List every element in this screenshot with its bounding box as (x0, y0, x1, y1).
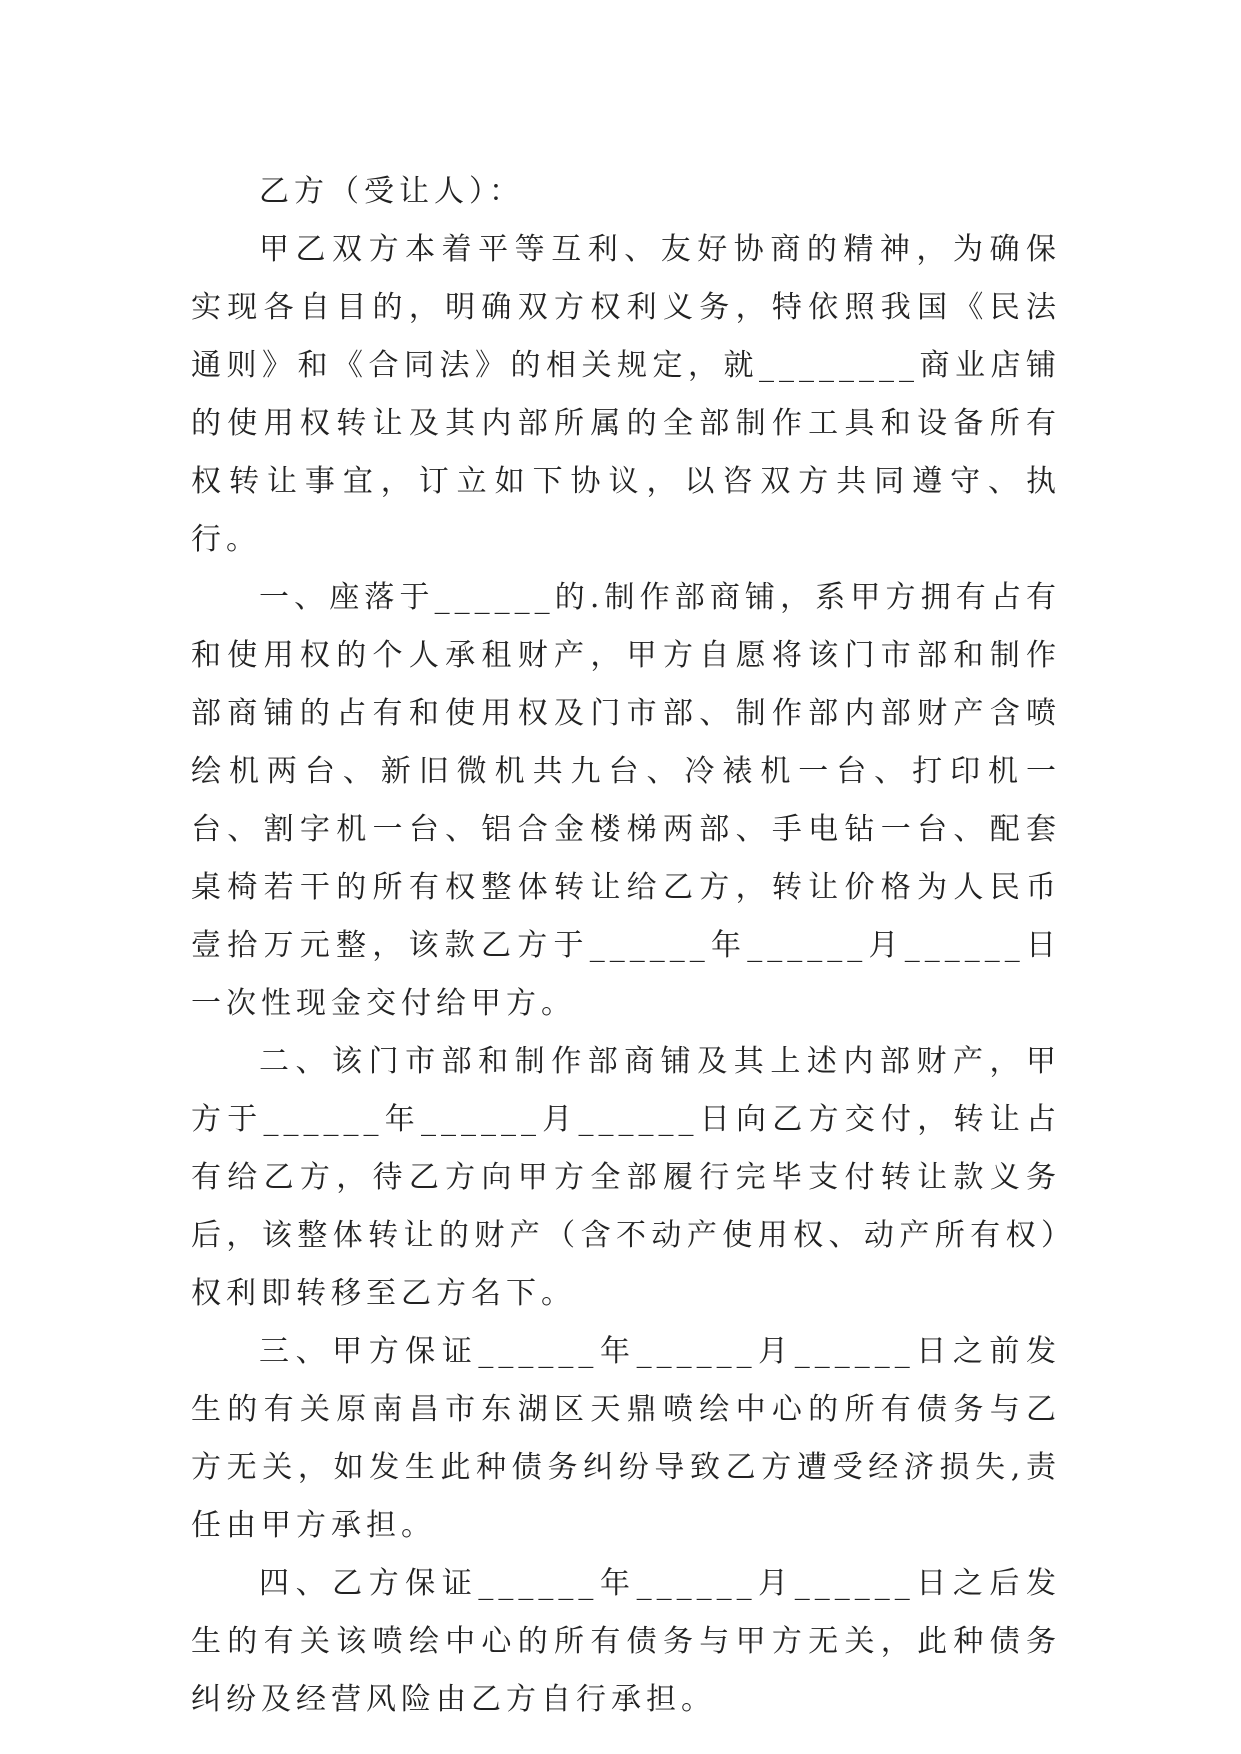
clause-1-paragraph: 一、座落于______的.制作部商铺，系甲方拥有占有和使用权的个人承租财产，甲方自愿将该门市部和制作部商铺的占有和使用权及门市部、制作部内部财产含喷绘机两台、新旧微机共九台、冷裱机一台、打印机一台、割字机一台、铝合金楼梯两部、手电钻一台、配套桌椅若干的所有权整体转让给乙方，转让价格为人民币壹拾万元整，该款乙方于______年______月______日一次性现金交付给甲方。 (191, 580, 1061, 1021)
preamble-paragraph: 甲乙双方本着平等互利、友好协商的精神，为确保实现各自目的，明确双方权利义务，特依照我国《民法通则》和《合同法》的相关规定，就________商业店铺的使用权转让及其内部所属的全部制作工具和设备所有权转让事宜，订立如下协议，以咨双方共同遵守、执行。 (191, 232, 1061, 557)
document-body (191, 163, 1061, 1729)
clause-4-paragraph: 四、乙方保证______年______月______日之后发生的有关该喷绘中心的所有债务与甲方无关，此种债务纠纷及经营风险由乙方自行承担。 (191, 1566, 1061, 1717)
clause-3-paragraph: 三、甲方保证______年______月______日之前发生的有关原南昌市东湖区天鼎喷绘中心的所有债务与乙方无关，如发生此种债务纠纷导致乙方遭受经济损失,责任由甲方承担。 (191, 1334, 1061, 1543)
party-b-label: 乙方（受让人）： (259, 174, 524, 209)
clause-2-paragraph: 二、该门市部和制作部商铺及其上述内部财产，甲方于______年______月______日向乙方交付，转让占有给乙方，待乙方向甲方全部履行完毕支付转让款义务后，该整体转让的财产（含不动产使用权、动产所有权）权利即转移至乙方名下。 (191, 1044, 1061, 1311)
